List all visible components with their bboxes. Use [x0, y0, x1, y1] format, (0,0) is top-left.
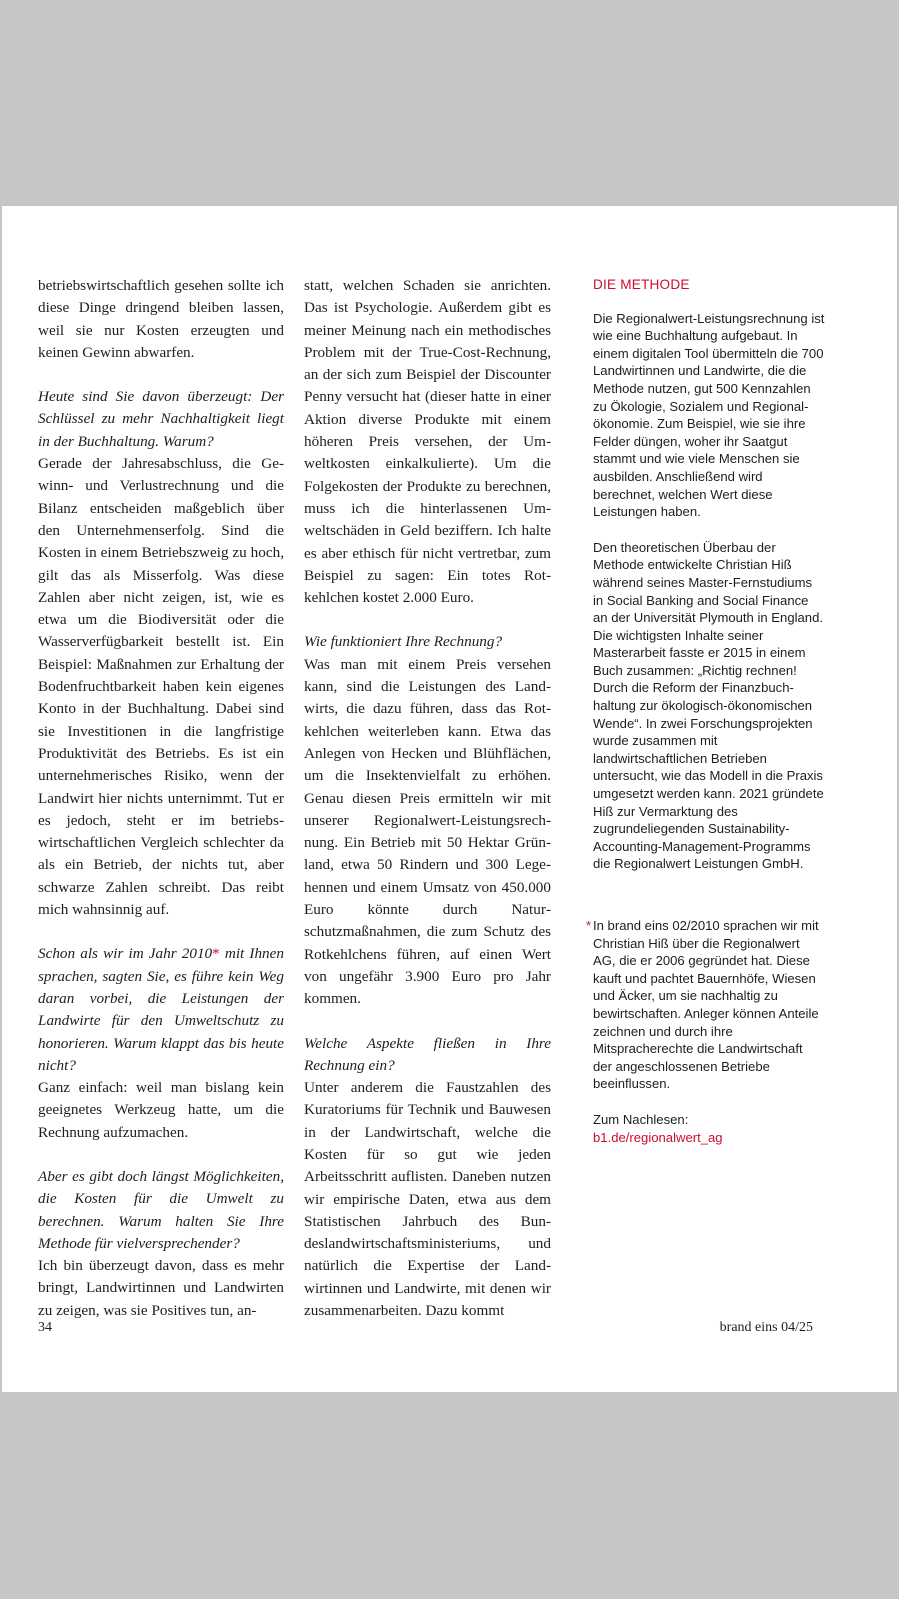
interview-question: Aber es gibt doch längst Möglichkeiten, die Kosten für die Umwelt zu berechnen. Warum halten Sie Ihre Methode für vielversprechender? — [38, 1167, 284, 1252]
text-column-2 — [304, 275, 551, 1322]
sidebar-paragraph: Den theoretischen Überbau der Methode entwickelte Christian Hiß während seines Master-Fernstudiums in Social Banking and Social Finance an der Universität Plymouth in England. Die wichtigsten Inhalte seiner Masterarbeit fasste er 2015 in einem Buch zusammen: „Richtig rechnen! Durch die Reform der Finanzbuchhaltung zur ökologisch-ökonomischen Wende“. In zwei Forschungsprojekten wurde zusammen mit landwirtschaftlichen Betrieben untersucht, wie das Modell in die Praxis umgesetzt werden kann. 2021 gründete Hiß zur Vermarktung des zugrundeliegenden Sustainability-Accounting-Management-Programms die Regionalwert Leistungen GmbH. — [593, 539, 824, 872]
method-sidebar — [586, 276, 825, 1146]
magazine-page — [2, 206, 897, 1392]
interview-question: Wie funktioniert Ihre Rechnung? — [304, 633, 503, 651]
further-reading-label: Zum Nachlesen: — [593, 1111, 689, 1127]
question-text: Schon als wir im Jahr 2010 — [38, 945, 213, 963]
interview-answer: Ganz einfach: weil man bislang kein geeignetes Werkzeug hatte, um die Rechnung aufzumachen. — [38, 1079, 284, 1141]
paragraph: statt, welchen Schaden sie anrichten. Das ist Psychologie. Außerdem gibt es meiner Meinung nach ein methodisches Problem mit der True-Cost-Rechnung, an der sich zum Beispiel der Discounter Penny versucht hat (dieser hatte in einer Aktion diverse Produkte mit einem höheren Preis versehen, der Umweltkosten einkalkulierte). Um die Folgekosten der Produkte zu berechnen, muss ich die hinterlassenen Umweltschäden in Geld beziffern. Ich halte es aber ethisch für nicht vertretbar, zum Beispiel zu sagen: Ein totes Rotkehlchen kostet 2.000 Euro. — [304, 277, 551, 607]
interview-answer: Gerade der Jahresabschluss, die Gewinn- und Verlustrechnung und die Bilanz entscheiden maßgeblich über den Unternehmenserfolg. Sind die Kosten in einem Betriebszweig zu hoch, gilt das als Misserfolg. Was diese Zahlen aber nicht zeigen, ist, wie es etwa um die Biodiversität oder die Wasserverfügbarkeit bestellt ist. Ein Beispiel: Maßnahmen zur Erhaltung der Bodenfruchtbarkeit haben kein eigenes Konto in der Buchhaltung. Dabei sind sie Investitionen in die langfristige Produktivität des Betriebs. Es ist ein unternehmerisches Risiko, wenn der Landwirt hier nichts unternimmt. Tut er es jedoch, steht er im betriebswirtschaftlichen Vergleich schlechter da als ein Betrieb, der nichts tut, aber schwarze Zahlen schreibt. Das reibt mich wahnsinnig auf. — [38, 455, 284, 919]
page-number: 34 — [38, 1320, 52, 1335]
interview-answer: Ich bin überzeugt davon, dass es mehr bringt, Landwirtinnen und Landwirten zu zeigen, was sie Positives tun, an- — [38, 1257, 284, 1319]
sidebar-heading: DIE METHODE — [593, 277, 690, 292]
question-text: mit Ihnen sprachen, sagten Sie, es führe kein Weg daran vorbei, die Leistungen der Landwirte für den Umweltschutz zu honorieren. Warum klappt das bis heute nicht? — [38, 945, 284, 1074]
footnote-text: In brand eins 02/2010 sprachen wir mit Christian Hiß über die Regionalwert AG, die er 2006 gegründet hat. Diese kauft und pachtet Bauernhöfe, Wiesen und Äcker, um sie nachhaltig zu bewirtschaften. Anleger können Anteile zeichnen und durch ihre Mitspracherechte die Landwirtschaft der angeschlossenen Betriebe beeinflussen. — [593, 918, 819, 1092]
interview-question — [38, 943, 284, 1077]
footnote-marker: * — [586, 918, 592, 933]
magazine-issue: brand eins 04/25 — [719, 1320, 813, 1335]
footnote — [586, 917, 825, 1093]
text-column-1 — [38, 275, 284, 1322]
interview-answer: Was man mit einem Preis versehen kann, sind die Leistungen des Landwirts, die dazu führen, dass das Rotkehlchen weiterleben kann. Etwa das Anlegen von Hecken und Blühflächen, um die Insektenvielfalt zu erhöhen. Genau diesen Preis ermitteln wir mit unserer Regionalwert-Leistungsrechnung. Ein Betrieb mit 50 Hektar Grünland, etwa 50 Rindern und 300 Legehennen und einem Umsatz von 450.000 Euro könnte durch Naturschutzmaßnahmen, die zum Schutz des Rotkehlchens führen, auf einen Wert von ungefähr 3.900 Euro pro Jahr kommen. — [304, 655, 551, 1008]
interview-answer: Unter anderem die Faustzahlen des Kuratoriums für Technik und Bauwesen in der Landwirtschaft, welche die Kosten für so gut wie jeden Arbeitsschritt auflisten. Daneben nutzen wir empirische Daten, etwa aus dem Statistischen Jahrbuch des Bundeslandwirtschaftsministeriums, und natürlich die Expertise der Landwirtinnen und Landwirte, mit denen wir zusammenarbeiten. Dazu kommt — [304, 1079, 551, 1320]
interview-question: Welche Aspekte fließen in Ihre Rechnung ein? — [304, 1034, 551, 1074]
footnote-marker: * — [212, 945, 220, 963]
further-reading-link[interactable]: b1.de/regionalwert_ag — [593, 1129, 723, 1145]
paragraph: betriebswirtschaftlich gesehen sollte ich diese Dinge dringend bleiben lassen, weil sie nur Kosten erzeugten und keinen Gewinn abwarfen. — [38, 277, 284, 361]
interview-question: Heute sind Sie davon überzeugt: Der Schlüssel zu mehr Nachhaltigkeit liegt in der Buchhaltung. Warum? — [38, 388, 284, 450]
sidebar-paragraph: Die Regionalwert-Leistungsrechnung ist wie eine Buchhaltung aufgebaut. In einem digitalen Tool übermitteln die 700 Landwirtinnen und Landwirte, die die Methode nutzen, gut 500 Kennzahlen zu Ökologie, Sozialem und Regionalökonomie. Zum Beispiel, wie sie ihre Felder düngen, woher ihr Saatgut stammt und wie viele Menschen sie ausbilden. Anschließend wird berechnet, welchen Wert diese Leistungen haben. — [593, 310, 825, 520]
